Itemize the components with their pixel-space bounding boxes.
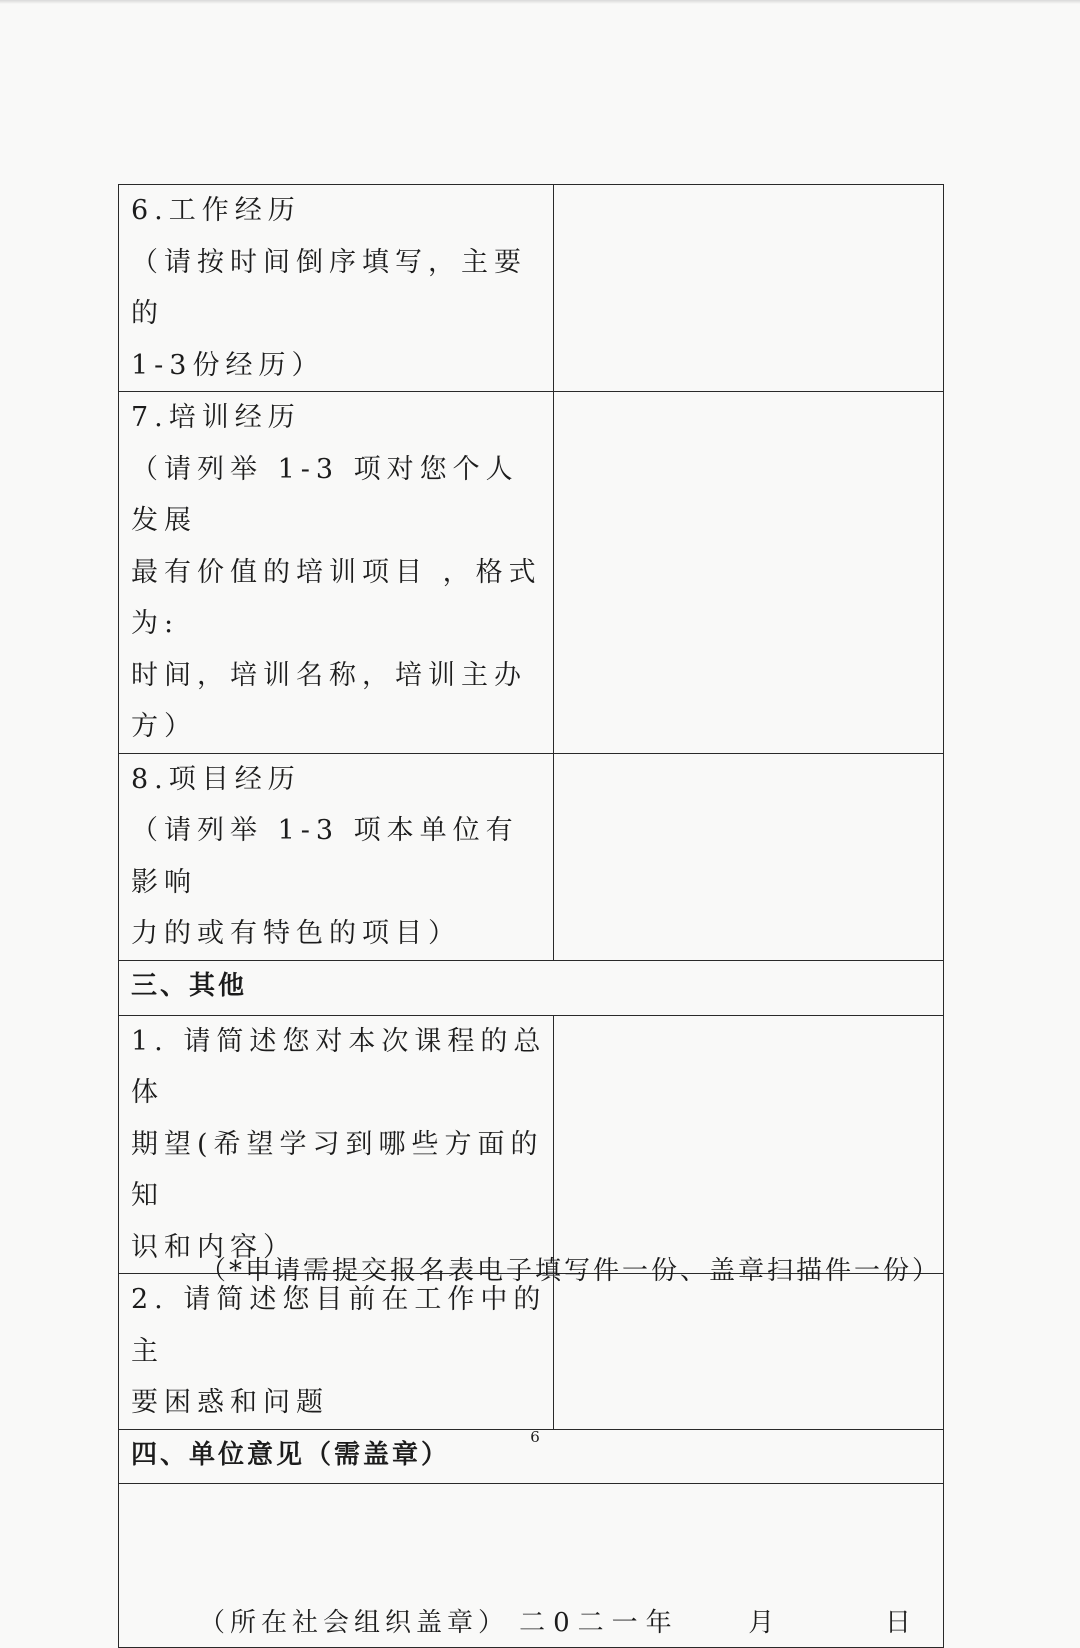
label-line: 力的或有特色的项目） [131, 918, 461, 949]
work-problems-label [119, 1274, 554, 1430]
course-expectation-answer-cell[interactable] [554, 1015, 944, 1274]
table-row [119, 1483, 944, 1647]
table-row [119, 185, 944, 392]
label-line: 要困惑和问题 [131, 1387, 329, 1418]
date-line: 二0二一年 月 日 [519, 1607, 919, 1638]
submission-footnote: （*申请需提交报名表电子填写件一份、盖章扫描件一份） [200, 1256, 942, 1286]
training-experience-label [119, 392, 554, 754]
label-line: 8.项目经历 [131, 763, 301, 795]
project-experience-label [119, 753, 554, 960]
label-line: 期望(希望学习到哪些方面的知 [131, 1128, 544, 1211]
table-row [119, 1274, 944, 1430]
label-line: （请按时间倒序填写，主要的 [131, 246, 527, 329]
label-line: 2. 请简述您目前在工作中的主 [131, 1284, 547, 1367]
training-experience-answer-cell[interactable] [554, 392, 944, 754]
course-expectation-label [119, 1015, 554, 1274]
work-experience-answer-cell[interactable] [554, 185, 944, 392]
table-row [119, 392, 944, 754]
section-four-heading: 四、单位意见（需盖章） [119, 1429, 944, 1483]
label-line: 6.工作经历 [131, 195, 301, 226]
table-row [119, 1015, 944, 1274]
stamp-note: （所在社会组织盖章） [199, 1607, 510, 1638]
label-line: 最有价值的培训项目 ，格式为: [131, 556, 542, 639]
section-three-heading: 三、其他 [119, 960, 944, 1015]
label-line: 1-3份经历） [131, 349, 325, 381]
table-row [119, 753, 944, 960]
work-problems-answer-cell[interactable] [554, 1274, 944, 1430]
work-experience-label [119, 185, 554, 392]
project-experience-answer-cell[interactable] [554, 753, 944, 960]
label-line: （请列举 1-3 项对您个人发展 [131, 453, 519, 536]
table-row [119, 960, 944, 1015]
label-line: 7.培训经历 [131, 402, 301, 433]
label-line: 1. 请简述您对本次课程的总体 [131, 1025, 547, 1108]
unit-opinion-cell[interactable] [119, 1483, 944, 1647]
label-line: 识和内容） [131, 1231, 296, 1263]
scan-edge [0, 0, 1080, 4]
label-line: 时间，培训名称，培训主办方） [131, 659, 527, 742]
label-line: （请列举 1-3 项本单位有影响 [131, 815, 519, 898]
page-number: 6 [530, 1428, 540, 1446]
